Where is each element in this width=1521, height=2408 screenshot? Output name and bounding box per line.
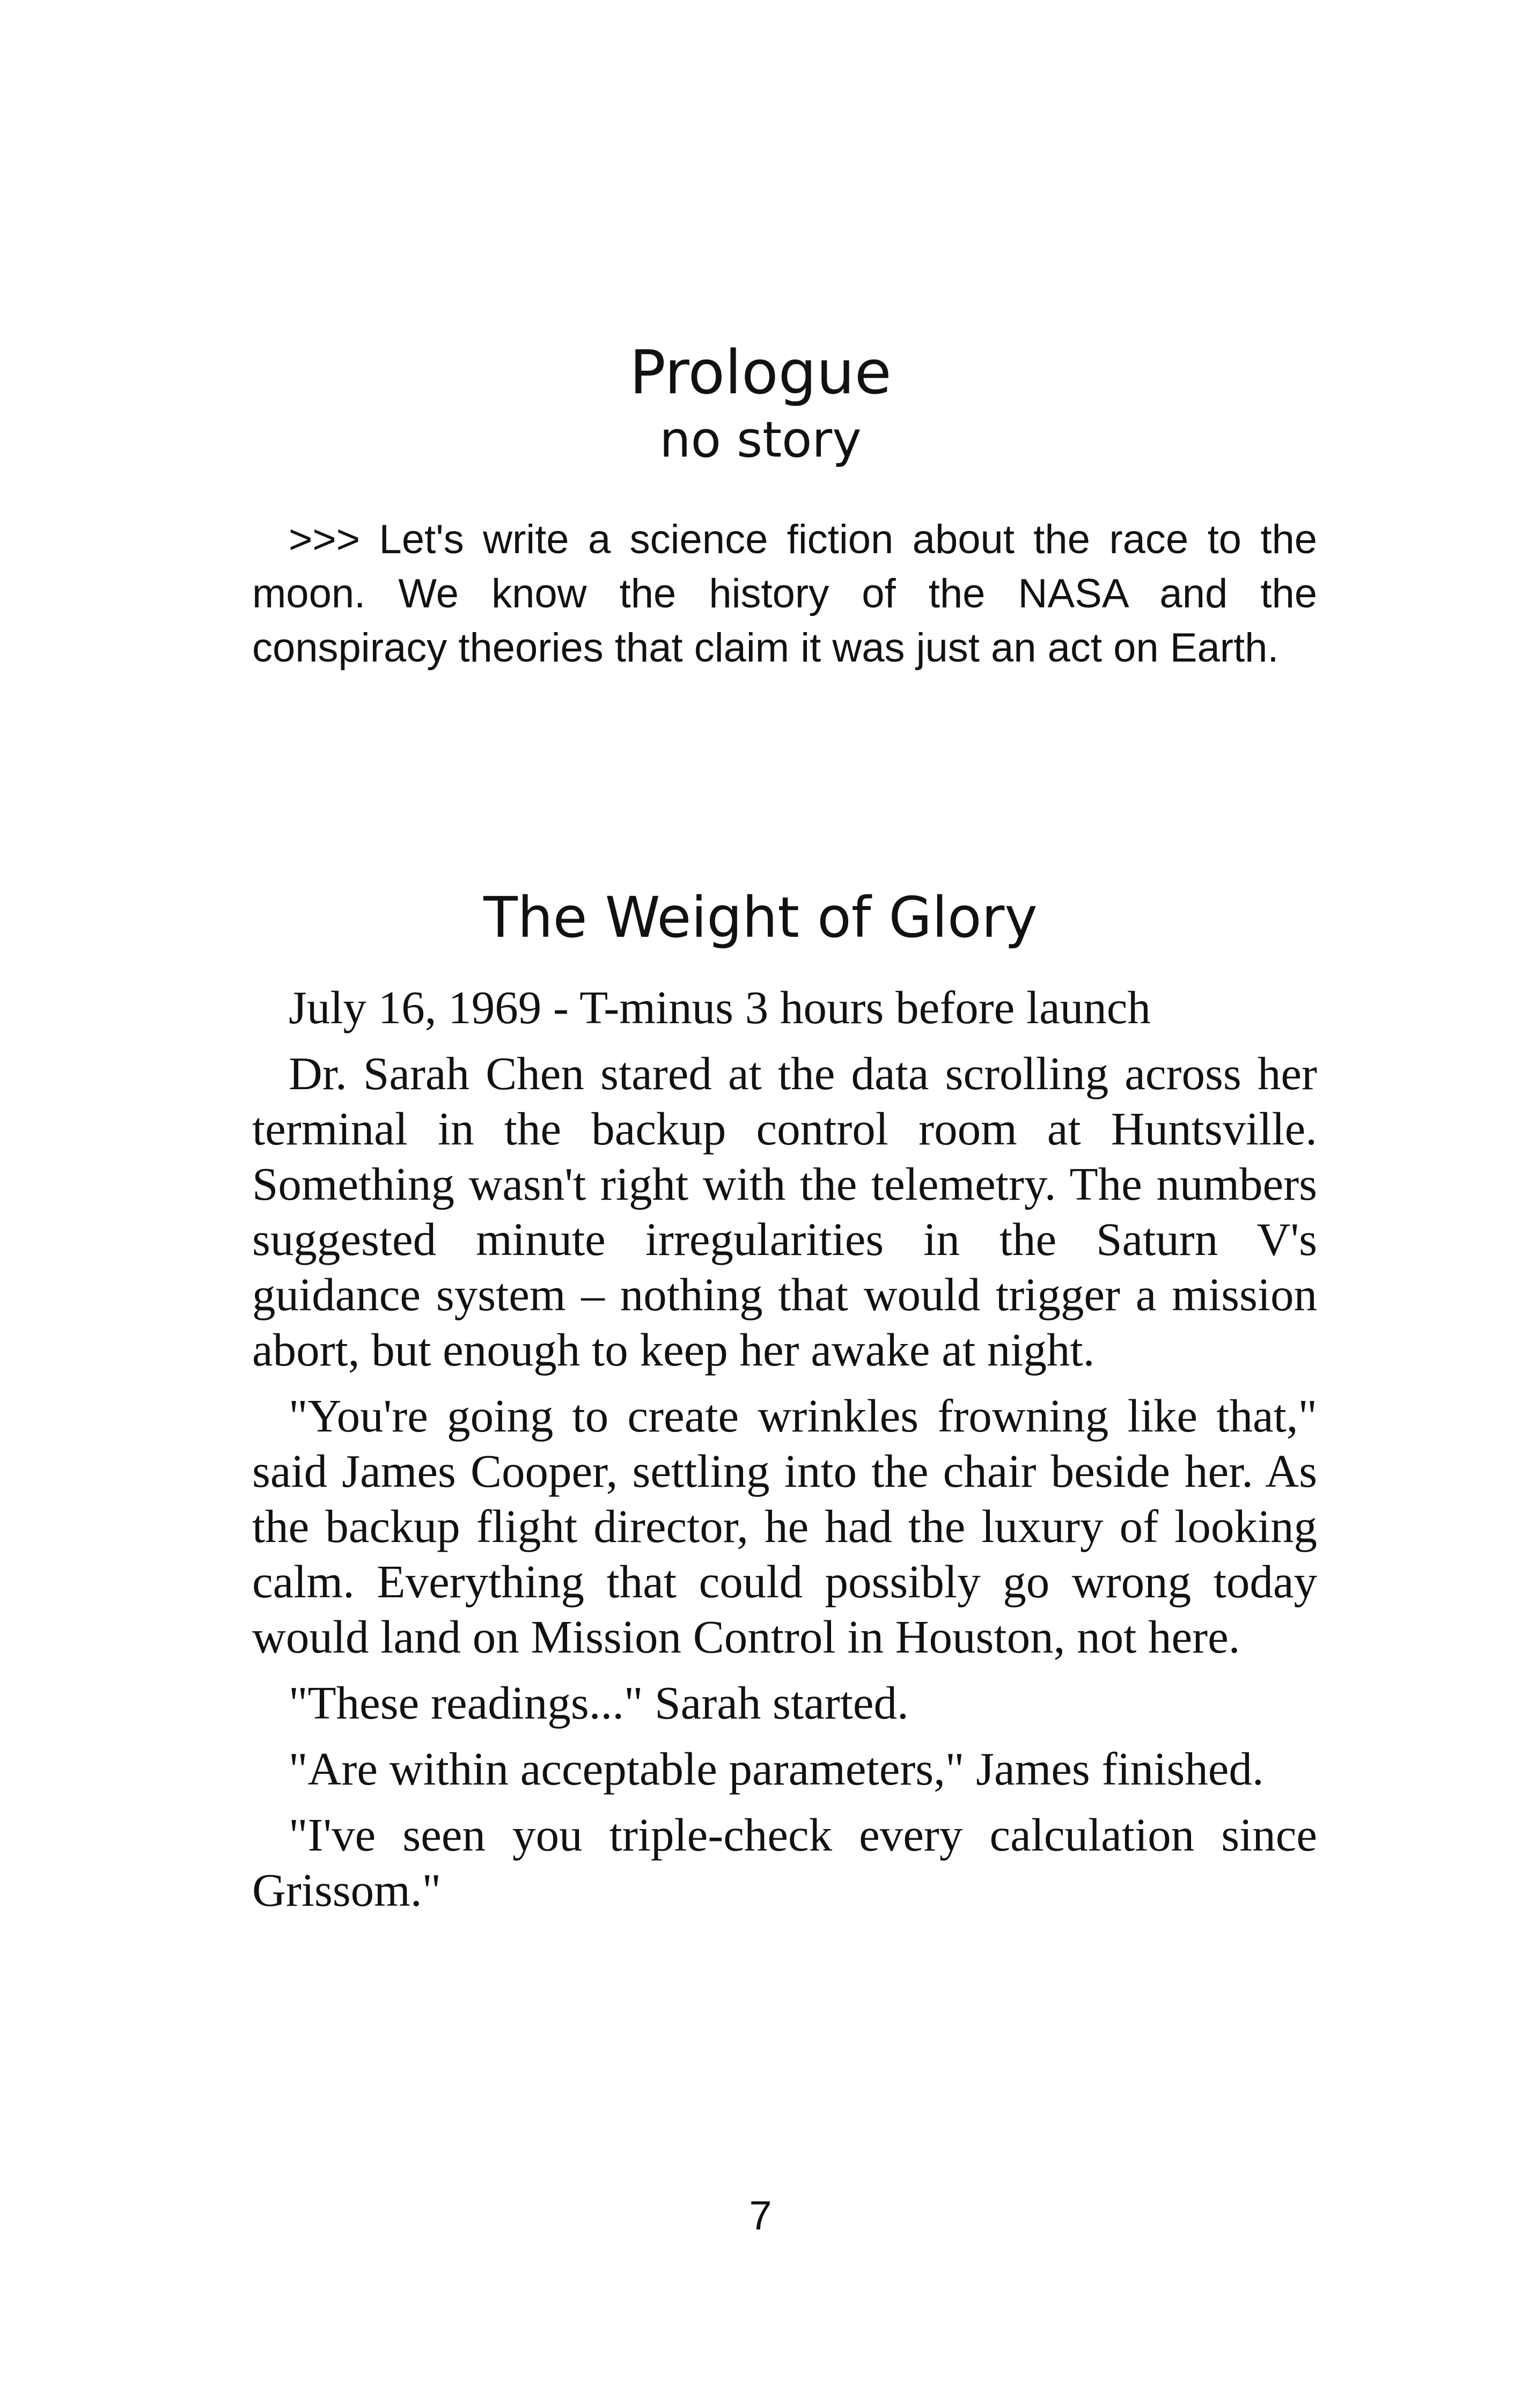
chapter-title: The Weight of Glory — [483, 885, 1038, 950]
chapter-paragraph: "Are within acceptable parameters," James finished. — [289, 1743, 1264, 1795]
prologue-subtitle: no story — [659, 411, 862, 468]
chapter-body — [252, 980, 1317, 1928]
prologue-prompt-text: >>> Let's write a science fiction about the race to the moon. We know the history of the NASA and the conspiracy theories that claim it was just an act on Earth. — [252, 517, 1317, 671]
prologue-title: Prologue — [629, 338, 892, 408]
chapter-paragraph: "These readings..." Sarah started. — [289, 1677, 909, 1729]
chapter-paragraph: "I've seen you triple-check every calculation since Grissom." — [252, 1809, 1317, 1916]
chapter-paragraph: Dr. Sarah Chen stared at the data scrolling across her terminal in the backup control room at Huntsville. Something wasn't right with the telemetry. The numbers suggested minute irregularities in the Saturn V's guidance system – nothing that would trigger a mission abort, but enough to keep her awake at night. — [252, 1047, 1317, 1376]
page-number: 7 — [749, 2193, 772, 2238]
chapter-paragraph: "You're going to create wrinkles frowning like that," said James Cooper, settling into the chair beside her. As the backup flight director, he had the luxury of looking calm. Everything that could possibly go wrong today would land on Mission Control in Houston, not here. — [252, 1390, 1317, 1663]
chapter-dateline: July 16, 1969 - T-minus 3 hours before launch — [289, 981, 1151, 1033]
